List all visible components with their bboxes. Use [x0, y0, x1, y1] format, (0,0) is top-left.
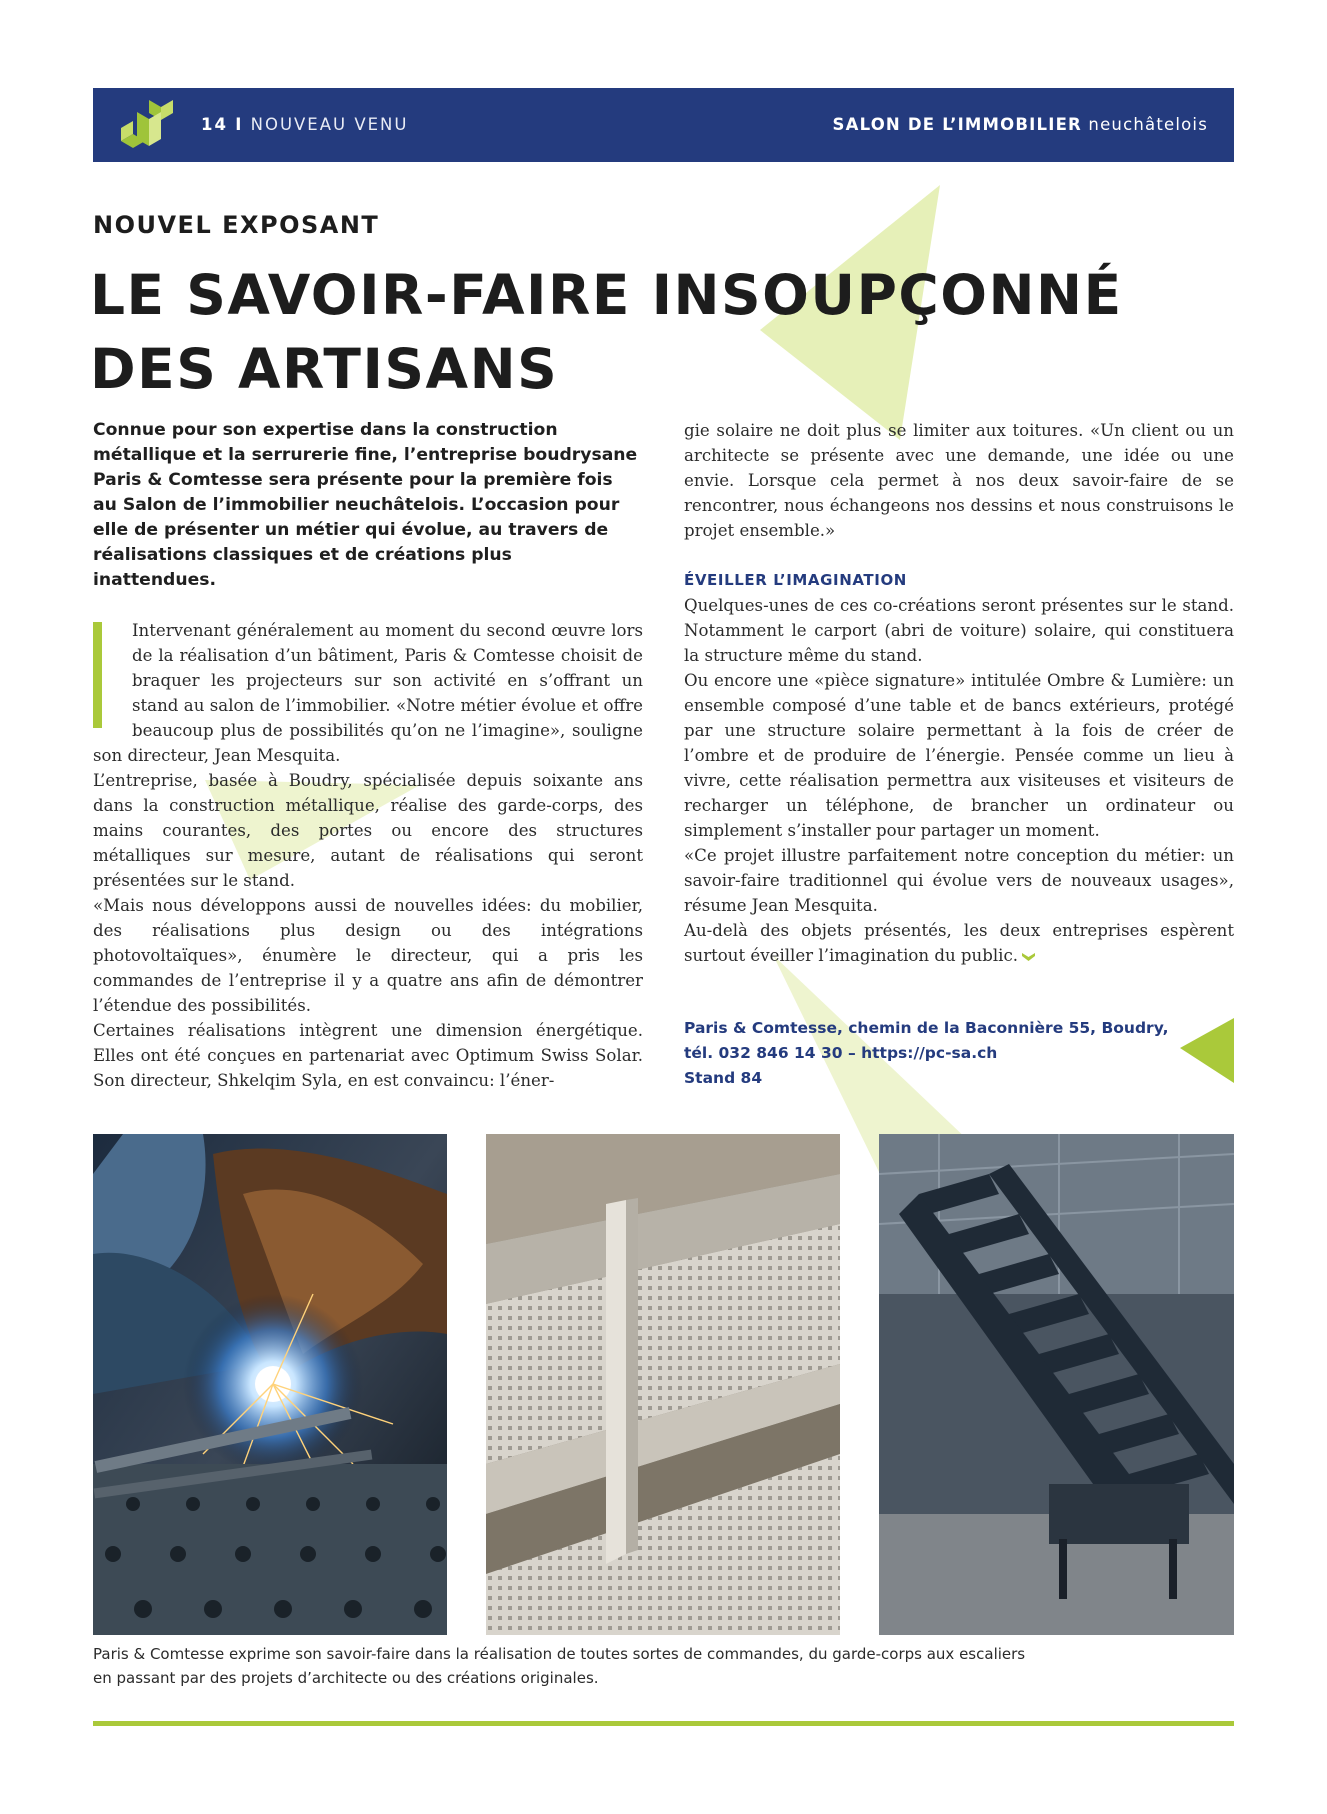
article-kicker: NOUVEL EXPOSANT — [93, 211, 380, 239]
paragraph: Ou encore une «pièce signature» intitulée Ombre & Lumière: un ensemble composé d’une table et de bancs extérieurs, protégé par une structure solaire permettant à la fois de créer de l’ombre et de produire de l’énergie. Pensée comme un lieu à vivre, cette réalisation permettra aux visiteuses et visiteurs de recharger un téléphone, de brancher un ordinateur ou simplement s’installer pour partager un moment. — [684, 671, 1234, 840]
paragraph: Quelques-unes de ces co-créations seront présentes sur le stand. Notamment le carport (abri de voiture) solaire, qui constituera la structure même du stand. — [684, 596, 1234, 665]
paragraph: Certaines réalisations intègrent une dimension énergétique. Elles ont été conçues en partenariat avec Optimum Swiss Solar. Son directeur, Shkelqim Syla, en est convaincu: l’éner- — [93, 1021, 643, 1090]
publication-name — [833, 115, 1208, 134]
article-column-1 — [93, 618, 643, 1093]
caption-line-2: en passant par des projets d’architecte ou des créations originales. — [93, 1669, 599, 1687]
section-name: NOUVEAU VENU — [250, 115, 409, 134]
contact-address: Paris & Comtesse, chemin de la Baconnière 55, Boudry, — [684, 1019, 1169, 1037]
end-mark-icon — [1022, 952, 1035, 962]
caption-line-1: Paris & Comtesse exprime son savoir-faire dans la réalisation de toutes sortes de commandes, du garde-corps aux escaliers — [93, 1645, 1026, 1663]
contact-info — [684, 1016, 1194, 1091]
page-number: 14 — [201, 115, 228, 134]
header-separator: I — [235, 115, 244, 134]
publication-light: neuchâtelois — [1088, 115, 1208, 134]
photo-caption — [93, 1642, 1234, 1690]
paragraph: «Mais nous développons aussi de nouvelles idées: du mobilier, des réalisations plus design ou des intégrations photovoltaïques», énumère le directeur, qui a pris les commandes de l’entreprise il y a quatre ans afin de démontrer l’étendue des possibilités. — [93, 896, 643, 1015]
article-title — [90, 258, 1230, 406]
dropcap-bar — [93, 622, 102, 728]
paragraph: «Ce projet illustre parfaitement notre conception du métier: un savoir-faire traditionnel qui évolue vers de nouveaux usages», résume Jean Mesquita. — [684, 846, 1234, 915]
bottom-rule — [93, 1721, 1234, 1726]
title-line-1: LE SAVOIR-FAIRE INSOUPÇONNÉ — [90, 263, 1123, 327]
contact-phone-web[interactable]: tél. 032 846 14 30 – https://pc-sa.ch — [684, 1044, 998, 1062]
contact-stand: Stand 84 — [684, 1069, 763, 1087]
paragraph: L’entreprise, basée à Boudry, spécialisée depuis soixante ans dans la construction métallique, réalise des garde-corps, des mains courantes, des portes ou encore des structures métalliques sur mesure, autant de réalisations qui seront présentées sur le stand. — [93, 771, 643, 890]
paragraph: Intervenant généralement au moment du second œuvre lors de la réalisation d’un bâtiment, Paris & Comtesse choisit de braquer les projecteurs sur son activité en s’offrant un stand au salon de l’immobilier. «Notre métier évolue et offre beaucoup plus de possibilités qu’on ne l’imagine», souligne son directeur, Jean Mesquita. — [93, 621, 643, 765]
page-header — [93, 88, 1234, 162]
paragraph-text: Au-delà des objets présentés, les deux entreprises espèrent surtout éveiller l’imagination du public. — [684, 921, 1234, 965]
salon-logo-icon — [119, 98, 175, 154]
photo-welding — [93, 1134, 447, 1635]
paragraph: gie solaire ne doit plus se limiter aux toitures. «Un client ou un architecte se présente avec une demande, une idée ou une envie. Lorsque cela permet à nos deux savoir-faire de se rencontrer, nous échangeons nos dessins et nous construisons le projet ensemble.» — [684, 421, 1234, 540]
publication-bold: SALON DE L’IMMOBILIER — [832, 115, 1082, 134]
title-line-2: DES ARTISANS — [90, 337, 559, 401]
header-section-label — [201, 115, 408, 134]
paragraph-final — [684, 918, 1234, 968]
photo-staircase — [879, 1134, 1234, 1635]
article-lead: Connue pour son expertise dans la construction métallique et la serrurerie fine, l’entreprise boudrysane Paris & Comtesse sera présente pour la première fois au Salon de l’immobilier neuchâtelois. L’occasion pour elle de présenter un métier qui évolue, au travers de réalisations classiques et de créations plus inattendues. — [93, 420, 638, 590]
article-column-2 — [684, 418, 1234, 968]
photo-railings — [486, 1134, 840, 1635]
section-subhead: ÉVEILLER L’IMAGINATION — [684, 571, 907, 589]
